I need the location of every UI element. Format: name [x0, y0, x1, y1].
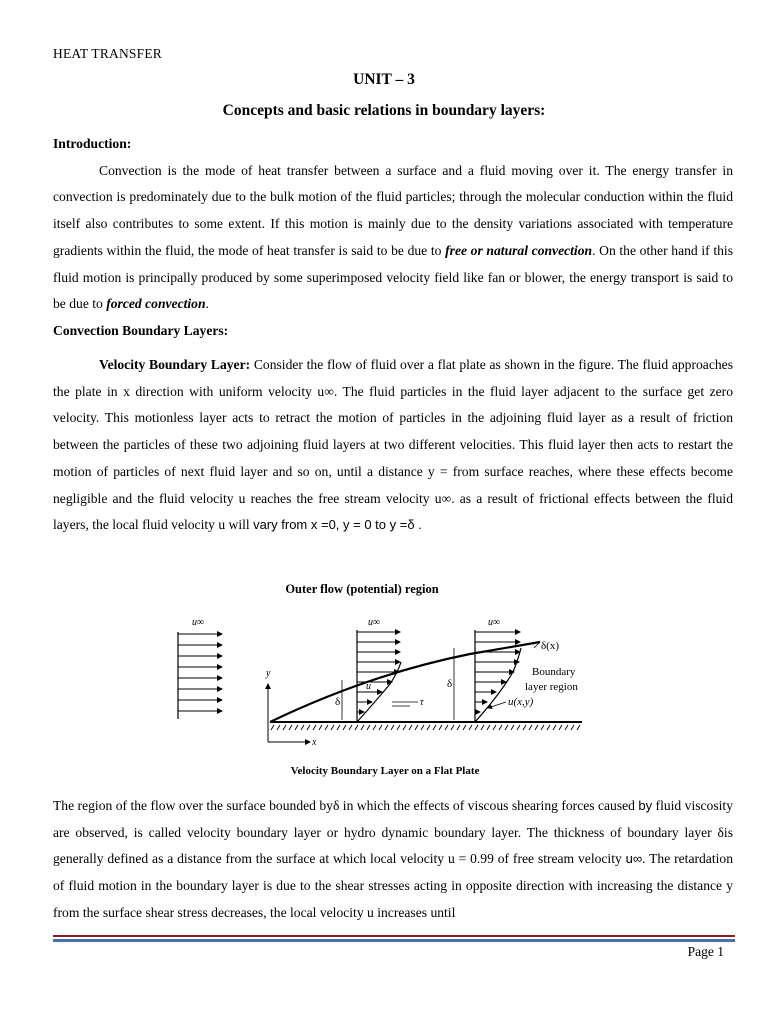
delta-label-1: δ: [335, 696, 341, 708]
u-infinity-label-3: u∞: [488, 617, 501, 628]
delta-x-label: δ(x): [541, 640, 560, 652]
page-number: Page 1: [687, 944, 724, 959]
introduction-section: [53, 131, 733, 345]
u-infinity-label-2: u∞: [368, 617, 381, 628]
para2-text-d: u∞: [625, 851, 643, 867]
outer-flow-label: Outer flow (potential) region: [285, 582, 439, 596]
u-infinity-label-1: u∞: [192, 617, 205, 628]
tau-label: τ: [420, 697, 424, 708]
x-axis-label: x: [312, 737, 317, 748]
forced-convection-term: forced convection: [106, 296, 206, 312]
velocity-bl-tail: vary from x =0, y = 0 to y =δ .: [253, 517, 422, 533]
velocity-bl-paragraph: [53, 352, 733, 539]
u-label: u: [366, 681, 371, 692]
convection-bl-heading: Convection Boundary Layers:: [53, 322, 229, 338]
running-header: HEAT TRANSFER: [53, 46, 162, 61]
introduction-heading: Introduction:: [53, 136, 132, 151]
boundary-region-label-2: layer region: [525, 681, 578, 693]
introduction-paragraph: [53, 158, 733, 318]
intro-text-end: .: [205, 296, 209, 312]
intro-text-2: . On the other hand if this fluid motion is principally produced by some superimposed velocity field like fan or blower, the energy transport is said to be due to: [53, 242, 733, 312]
delta-label-2: δ: [447, 678, 453, 690]
boundary-region-label-1: Boundary: [532, 666, 576, 678]
para2-text-c: fluid viscosity are observed, is called velocity boundary layer or hydro dynamic boundary layer. The thickness of boundary layer δis generally defined as a distance from the surface at which local velocity u = 0.99 of free stream velocity: [53, 798, 733, 867]
free-stream-profile-left: [178, 617, 222, 719]
para2-text-a: The region of the flow over the surface bounded byδ in which the effects of viscous shearing forces caused: [53, 798, 639, 813]
section-title: Concepts and basic relations in boundary layers:: [222, 102, 546, 119]
figure-caption: Velocity Boundary Layer on a Flat Plate: [290, 765, 480, 777]
footer-rule-bottom: [53, 939, 735, 942]
unit-heading: UNIT – 3: [353, 71, 415, 88]
footer-rule-top: [53, 935, 735, 937]
para2-text-b: by: [638, 798, 653, 813]
flat-plate: [270, 722, 582, 730]
boundary-layer-figure: [170, 572, 590, 787]
velocity-bl-text: Consider the flow of fluid over a flat plate as shown in the figure. The fluid approaches the plate in x direction with uniform velocity u∞. The fluid particles in the fluid layer adjacent to the surface get zero velocity. This motionless layer acts to retract the motion of particles in the adjoining fluid layer as a result of friction between the particles of these two adjoining fluid layers at two different velocities. This fluid layer then acts to restart the motion of particles of next fluid layer and so on, until a distance y = from surface reaches, where these effects become negligible and the fluid velocity u reaches the free stream velocity u∞. as a result of frictional effects between the fluid layers, the local fluid velocity u will: [53, 357, 733, 533]
paragraph-boundary-layer-definition: [53, 793, 733, 927]
para2-text-e: . The retardation of fluid motion in the boundary layer is due to the shear stresses acting in opposite direction with increasing the distance y from the surface shear stress decreases, the local velocity u increases until: [53, 851, 733, 920]
u-xy-label: u(x,y): [508, 696, 534, 708]
natural-convection-term: free or natural convection: [445, 242, 593, 258]
velocity-bl-label: Velocity Boundary Layer:: [99, 357, 251, 372]
y-axis-label: y: [266, 668, 271, 679]
intro-text: Convection is the mode of heat transfer between a surface and a fluid moving over it. The energy transfer in convection is predominately due to the bulk motion of the fluid particles; through the molecular conduction within the fluid itself also contributes to some extent. If this motion is mainly due to the density variations associated with temperature gradients within the fluid, the mode of heat transfer is said to be due to: [53, 162, 733, 258]
velocity-profile-middle: [335, 617, 424, 722]
